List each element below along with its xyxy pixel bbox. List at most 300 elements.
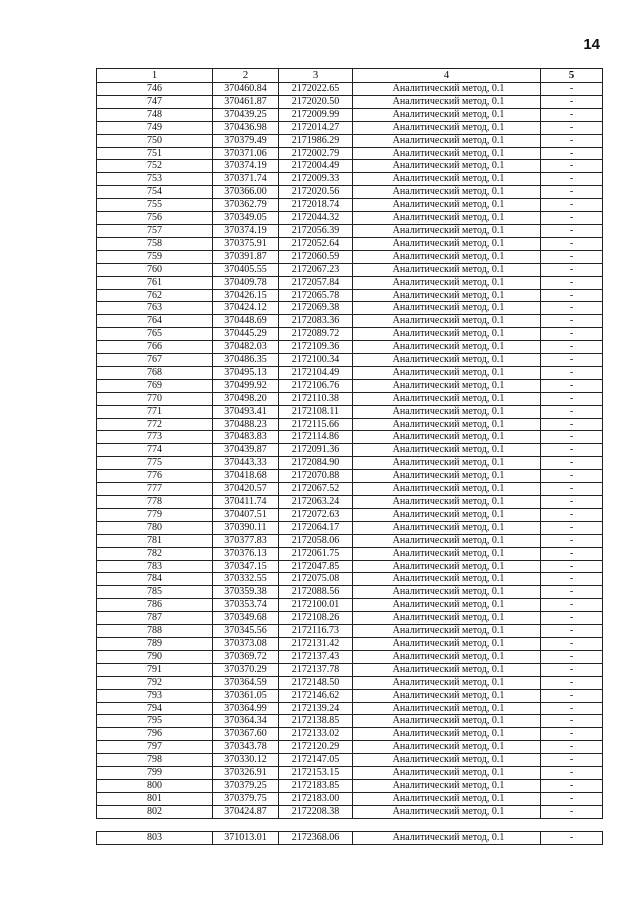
note-cell: -	[541, 108, 603, 121]
y-coordinate-cell: 2172084.90	[279, 457, 353, 470]
x-coordinate-cell: 370405.55	[213, 263, 279, 276]
table-row	[97, 470, 603, 483]
note-cell: -	[541, 224, 603, 237]
table-row	[97, 147, 603, 160]
y-coordinate-cell: 2172088.56	[279, 586, 353, 599]
point-number-cell: 797	[97, 741, 213, 754]
x-coordinate-cell: 370364.34	[213, 715, 279, 728]
point-number-cell: 785	[97, 586, 213, 599]
y-coordinate-cell: 2172047.85	[279, 560, 353, 573]
table-row	[97, 521, 603, 534]
table-row	[97, 173, 603, 186]
y-coordinate-cell: 2172060.59	[279, 250, 353, 263]
y-coordinate-cell: 2172044.32	[279, 212, 353, 225]
note-cell: -	[541, 212, 603, 225]
y-coordinate-cell: 2172009.99	[279, 108, 353, 121]
x-coordinate-cell: 370345.56	[213, 625, 279, 638]
x-coordinate-cell: 370407.51	[213, 508, 279, 521]
note-cell: -	[541, 702, 603, 715]
table-row	[97, 586, 603, 599]
y-coordinate-cell: 2172108.26	[279, 612, 353, 625]
point-number-cell: 750	[97, 134, 213, 147]
note-cell: -	[541, 547, 603, 560]
point-number-cell: 755	[97, 199, 213, 212]
method-cell: Аналитический метод, 0.1	[353, 663, 541, 676]
table-row	[97, 547, 603, 560]
x-coordinate-cell: 370347.15	[213, 560, 279, 573]
table-row	[97, 315, 603, 328]
y-coordinate-cell: 2172020.50	[279, 95, 353, 108]
x-coordinate-cell: 370375.91	[213, 237, 279, 250]
method-cell: Аналитический метод, 0.1	[353, 599, 541, 612]
y-coordinate-cell: 2172208.38	[279, 805, 353, 818]
y-coordinate-cell: 2172104.49	[279, 366, 353, 379]
method-cell: Аналитический метод, 0.1	[353, 612, 541, 625]
method-cell: Аналитический метод, 0.1	[353, 508, 541, 521]
method-cell: Аналитический метод, 0.1	[353, 496, 541, 509]
x-coordinate-cell: 370373.08	[213, 637, 279, 650]
note-cell: -	[541, 599, 603, 612]
x-coordinate-cell: 370390.11	[213, 521, 279, 534]
y-coordinate-cell: 2172139.24	[279, 702, 353, 715]
note-cell: -	[541, 573, 603, 586]
y-coordinate-cell: 2172100.01	[279, 599, 353, 612]
table-row	[97, 560, 603, 573]
note-cell: -	[541, 508, 603, 521]
note-cell: -	[541, 302, 603, 315]
table-row-last	[97, 831, 603, 844]
point-number-cell: 798	[97, 754, 213, 767]
y-coordinate-cell: 2172115.66	[279, 418, 353, 431]
note-cell: -	[541, 379, 603, 392]
method-cell: Аналитический метод, 0.1	[353, 586, 541, 599]
table-row	[97, 134, 603, 147]
table-row	[97, 341, 603, 354]
x-coordinate-cell: 370424.12	[213, 302, 279, 315]
point-number-cell: 777	[97, 483, 213, 496]
y-coordinate-cell: 2172106.76	[279, 379, 353, 392]
point-number-cell: 780	[97, 521, 213, 534]
x-coordinate-cell: 370359.38	[213, 586, 279, 599]
y-coordinate-cell: 2172056.39	[279, 224, 353, 237]
note-cell: -	[541, 625, 603, 638]
y-coordinate-cell: 2172148.50	[279, 676, 353, 689]
table-row	[97, 702, 603, 715]
y-coordinate-cell: 2172063.24	[279, 496, 353, 509]
table-row	[97, 573, 603, 586]
x-coordinate-cell: 370420.57	[213, 483, 279, 496]
x-coordinate-cell: 370364.99	[213, 702, 279, 715]
note-cell: -	[541, 121, 603, 134]
note-cell: -	[541, 637, 603, 650]
point-number-cell: 781	[97, 534, 213, 547]
method-cell: Аналитический метод, 0.1	[353, 160, 541, 173]
method-cell: Аналитический метод, 0.1	[353, 341, 541, 354]
point-number-cell: 770	[97, 392, 213, 405]
note-cell: -	[541, 792, 603, 805]
note-cell: -	[541, 289, 603, 302]
point-number-cell: 754	[97, 186, 213, 199]
y-coordinate-cell: 2172089.72	[279, 328, 353, 341]
y-coordinate-cell: 2172018.74	[279, 199, 353, 212]
x-coordinate-cell: 370377.83	[213, 534, 279, 547]
y-coordinate-cell: 2172120.29	[279, 741, 353, 754]
y-coordinate-cell: 2172009.33	[279, 173, 353, 186]
table-row	[97, 534, 603, 547]
x-coordinate-cell: 370379.25	[213, 779, 279, 792]
table-gap-row	[97, 818, 603, 831]
method-cell: Аналитический метод, 0.1	[353, 637, 541, 650]
x-coordinate-cell: 370488.23	[213, 418, 279, 431]
method-cell: Аналитический метод, 0.1	[353, 444, 541, 457]
point-number-cell: 767	[97, 354, 213, 367]
gap-cell	[541, 818, 603, 831]
note-cell: -	[541, 160, 603, 173]
table-row	[97, 354, 603, 367]
point-number-cell: 766	[97, 341, 213, 354]
table-row	[97, 508, 603, 521]
method-cell: Аналитический метод, 0.1	[353, 302, 541, 315]
table-row	[97, 160, 603, 173]
note-cell: -	[541, 754, 603, 767]
y-coordinate-cell: 2172070.88	[279, 470, 353, 483]
method-cell: Аналитический метод, 0.1	[353, 702, 541, 715]
table-row	[97, 418, 603, 431]
table-row	[97, 224, 603, 237]
x-coordinate-cell: 370439.25	[213, 108, 279, 121]
note-cell: -	[541, 276, 603, 289]
method-cell: Аналитический метод, 0.1	[353, 328, 541, 341]
point-number-cell: 760	[97, 263, 213, 276]
note-cell: -	[541, 457, 603, 470]
note-cell: -	[541, 83, 603, 96]
point-number-cell: 787	[97, 612, 213, 625]
column-header-3: 3	[279, 69, 353, 83]
point-number-cell: 746	[97, 83, 213, 96]
x-coordinate-cell: 370424.87	[213, 805, 279, 818]
note-cell: -	[541, 689, 603, 702]
point-number-cell: 794	[97, 702, 213, 715]
x-coordinate-cell: 370364.59	[213, 676, 279, 689]
table-row	[97, 663, 603, 676]
point-number-cell: 764	[97, 315, 213, 328]
table-row	[97, 689, 603, 702]
method-cell: Аналитический метод, 0.1	[353, 547, 541, 560]
gap-cell	[279, 818, 353, 831]
table-row	[97, 792, 603, 805]
y-coordinate-cell: 2172146.62	[279, 689, 353, 702]
method-cell: Аналитический метод, 0.1	[353, 573, 541, 586]
point-number-cell: 749	[97, 121, 213, 134]
method-cell: Аналитический метод, 0.1	[353, 108, 541, 121]
x-coordinate-cell: 370332.55	[213, 573, 279, 586]
y-coordinate-cell: 2172083.36	[279, 315, 353, 328]
table-row	[97, 108, 603, 121]
x-coordinate-cell: 370443.33	[213, 457, 279, 470]
method-cell: Аналитический метод, 0.1	[353, 121, 541, 134]
table-body	[97, 83, 603, 845]
method-cell: Аналитический метод, 0.1	[353, 366, 541, 379]
x-coordinate-cell: 370391.87	[213, 250, 279, 263]
table-row	[97, 250, 603, 263]
y-coordinate-cell: 2172067.52	[279, 483, 353, 496]
point-number-cell: 763	[97, 302, 213, 315]
method-cell: Аналитический метод, 0.1	[353, 83, 541, 96]
method-cell: Аналитический метод, 0.1	[353, 354, 541, 367]
note-cell: -	[541, 392, 603, 405]
method-cell: Аналитический метод, 0.1	[353, 779, 541, 792]
y-coordinate-cell: 2172061.75	[279, 547, 353, 560]
table-row	[97, 805, 603, 818]
y-coordinate-cell: 2172067.23	[279, 263, 353, 276]
x-coordinate-cell: 370374.19	[213, 160, 279, 173]
method-cell: Аналитический метод, 0.1	[353, 650, 541, 663]
method-cell: Аналитический метод, 0.1	[353, 767, 541, 780]
x-coordinate-cell: 370330.12	[213, 754, 279, 767]
x-coordinate-cell: 370362.79	[213, 199, 279, 212]
x-coordinate-cell: 370448.69	[213, 315, 279, 328]
y-coordinate-cell: 2172020.56	[279, 186, 353, 199]
y-coordinate-cell: 2172183.00	[279, 792, 353, 805]
note-cell: -	[541, 418, 603, 431]
column-header-1: 1	[97, 69, 213, 83]
x-coordinate-cell: 370379.75	[213, 792, 279, 805]
note-cell: -	[541, 250, 603, 263]
note-cell: -	[541, 366, 603, 379]
note-cell: -	[541, 431, 603, 444]
column-header-2: 2	[213, 69, 279, 83]
gap-cell	[353, 818, 541, 831]
note-cell: -	[541, 676, 603, 689]
table-row	[97, 276, 603, 289]
point-number-cell: 790	[97, 650, 213, 663]
y-coordinate-cell: 2172368.06	[279, 831, 353, 844]
note-cell: -	[541, 470, 603, 483]
point-number-cell: 788	[97, 625, 213, 638]
point-number-cell: 757	[97, 224, 213, 237]
point-number-cell: 773	[97, 431, 213, 444]
note-cell: -	[541, 354, 603, 367]
x-coordinate-cell: 370436.98	[213, 121, 279, 134]
point-number-cell: 796	[97, 728, 213, 741]
y-coordinate-cell: 2172091.36	[279, 444, 353, 457]
table-row	[97, 767, 603, 780]
method-cell: Аналитический метод, 0.1	[353, 625, 541, 638]
point-number-cell: 782	[97, 547, 213, 560]
point-number-cell: 758	[97, 237, 213, 250]
table-row	[97, 599, 603, 612]
point-number-cell: 772	[97, 418, 213, 431]
y-coordinate-cell: 2172183.85	[279, 779, 353, 792]
table-row	[97, 457, 603, 470]
table-row	[97, 289, 603, 302]
point-number-cell: 769	[97, 379, 213, 392]
y-coordinate-cell: 2172108.11	[279, 405, 353, 418]
table-row	[97, 779, 603, 792]
x-coordinate-cell: 370426.15	[213, 289, 279, 302]
note-cell: -	[541, 767, 603, 780]
y-coordinate-cell: 2172131.42	[279, 637, 353, 650]
note-cell: -	[541, 831, 603, 844]
method-cell: Аналитический метод, 0.1	[353, 521, 541, 534]
point-number-cell: 801	[97, 792, 213, 805]
note-cell: -	[541, 715, 603, 728]
note-cell: -	[541, 534, 603, 547]
note-cell: -	[541, 444, 603, 457]
y-coordinate-cell: 2172116.73	[279, 625, 353, 638]
note-cell: -	[541, 237, 603, 250]
table-row	[97, 650, 603, 663]
x-coordinate-cell: 370326.91	[213, 767, 279, 780]
note-cell: -	[541, 496, 603, 509]
method-cell: Аналитический метод, 0.1	[353, 199, 541, 212]
y-coordinate-cell: 2172137.78	[279, 663, 353, 676]
point-number-cell: 748	[97, 108, 213, 121]
method-cell: Аналитический метод, 0.1	[353, 250, 541, 263]
note-cell: -	[541, 263, 603, 276]
table-row	[97, 121, 603, 134]
column-header-4: 4	[353, 69, 541, 83]
method-cell: Аналитический метод, 0.1	[353, 676, 541, 689]
method-cell: Аналитический метод, 0.1	[353, 147, 541, 160]
method-cell: Аналитический метод, 0.1	[353, 224, 541, 237]
point-number-cell: 752	[97, 160, 213, 173]
y-coordinate-cell: 2172110.38	[279, 392, 353, 405]
x-coordinate-cell: 370371.06	[213, 147, 279, 160]
x-coordinate-cell: 370361.05	[213, 689, 279, 702]
table-row	[97, 392, 603, 405]
x-coordinate-cell: 370349.05	[213, 212, 279, 225]
table-row	[97, 612, 603, 625]
point-number-cell: 791	[97, 663, 213, 676]
point-number-cell: 776	[97, 470, 213, 483]
x-coordinate-cell: 370371.74	[213, 173, 279, 186]
table-row	[97, 625, 603, 638]
x-coordinate-cell: 370482.03	[213, 341, 279, 354]
method-cell: Аналитический метод, 0.1	[353, 379, 541, 392]
table-header-row	[97, 69, 603, 83]
table-row	[97, 715, 603, 728]
table-row	[97, 754, 603, 767]
table-row	[97, 328, 603, 341]
method-cell: Аналитический метод, 0.1	[353, 805, 541, 818]
table-row	[97, 483, 603, 496]
point-number-cell: 803	[97, 831, 213, 844]
x-coordinate-cell: 370445.29	[213, 328, 279, 341]
x-coordinate-cell: 370460.84	[213, 83, 279, 96]
table-row	[97, 212, 603, 225]
x-coordinate-cell: 370376.13	[213, 547, 279, 560]
point-number-cell: 765	[97, 328, 213, 341]
method-cell: Аналитический метод, 0.1	[353, 689, 541, 702]
note-cell: -	[541, 147, 603, 160]
method-cell: Аналитический метод, 0.1	[353, 754, 541, 767]
x-coordinate-cell: 370418.68	[213, 470, 279, 483]
point-number-cell: 795	[97, 715, 213, 728]
x-coordinate-cell: 370486.35	[213, 354, 279, 367]
x-coordinate-cell: 370374.19	[213, 224, 279, 237]
note-cell: -	[541, 341, 603, 354]
y-coordinate-cell: 2172114.86	[279, 431, 353, 444]
point-number-cell: 800	[97, 779, 213, 792]
y-coordinate-cell: 2172064.17	[279, 521, 353, 534]
method-cell: Аналитический метод, 0.1	[353, 276, 541, 289]
note-cell: -	[541, 612, 603, 625]
table-row	[97, 237, 603, 250]
x-coordinate-cell: 371013.01	[213, 831, 279, 844]
y-coordinate-cell: 2172109.36	[279, 341, 353, 354]
point-number-cell: 759	[97, 250, 213, 263]
point-number-cell: 799	[97, 767, 213, 780]
note-cell: -	[541, 521, 603, 534]
point-number-cell: 802	[97, 805, 213, 818]
point-number-cell: 771	[97, 405, 213, 418]
point-number-cell: 786	[97, 599, 213, 612]
x-coordinate-cell: 370366.00	[213, 186, 279, 199]
table-row	[97, 186, 603, 199]
y-coordinate-cell: 2172022.65	[279, 83, 353, 96]
y-coordinate-cell: 2171986.29	[279, 134, 353, 147]
point-number-cell: 761	[97, 276, 213, 289]
x-coordinate-cell: 370439.87	[213, 444, 279, 457]
table-row	[97, 676, 603, 689]
method-cell: Аналитический метод, 0.1	[353, 173, 541, 186]
note-cell: -	[541, 315, 603, 328]
note-cell: -	[541, 586, 603, 599]
x-coordinate-cell: 370367.60	[213, 728, 279, 741]
x-coordinate-cell: 370483.83	[213, 431, 279, 444]
point-number-cell: 789	[97, 637, 213, 650]
y-coordinate-cell: 2172072.63	[279, 508, 353, 521]
method-cell: Аналитический метод, 0.1	[353, 534, 541, 547]
y-coordinate-cell: 2172153.15	[279, 767, 353, 780]
y-coordinate-cell: 2172052.64	[279, 237, 353, 250]
note-cell: -	[541, 199, 603, 212]
page-number: 14	[583, 36, 600, 53]
note-cell: -	[541, 95, 603, 108]
method-cell: Аналитический метод, 0.1	[353, 560, 541, 573]
method-cell: Аналитический метод, 0.1	[353, 792, 541, 805]
note-cell: -	[541, 728, 603, 741]
x-coordinate-cell: 370461.87	[213, 95, 279, 108]
point-number-cell: 779	[97, 508, 213, 521]
y-coordinate-cell: 2172004.49	[279, 160, 353, 173]
y-coordinate-cell: 2172014.27	[279, 121, 353, 134]
method-cell: Аналитический метод, 0.1	[353, 741, 541, 754]
point-number-cell: 762	[97, 289, 213, 302]
note-cell: -	[541, 805, 603, 818]
method-cell: Аналитический метод, 0.1	[353, 728, 541, 741]
note-cell: -	[541, 173, 603, 186]
x-coordinate-cell: 370499.92	[213, 379, 279, 392]
note-cell: -	[541, 134, 603, 147]
y-coordinate-cell: 2172138.85	[279, 715, 353, 728]
y-coordinate-cell: 2172058.06	[279, 534, 353, 547]
note-cell: -	[541, 650, 603, 663]
note-cell: -	[541, 779, 603, 792]
gap-cell	[97, 818, 213, 831]
note-cell: -	[541, 483, 603, 496]
method-cell: Аналитический метод, 0.1	[353, 470, 541, 483]
note-cell: -	[541, 560, 603, 573]
table-row	[97, 263, 603, 276]
point-number-cell: 783	[97, 560, 213, 573]
table-row	[97, 366, 603, 379]
table-row	[97, 199, 603, 212]
x-coordinate-cell: 370493.41	[213, 405, 279, 418]
point-number-cell: 793	[97, 689, 213, 702]
y-coordinate-cell: 2172147.05	[279, 754, 353, 767]
